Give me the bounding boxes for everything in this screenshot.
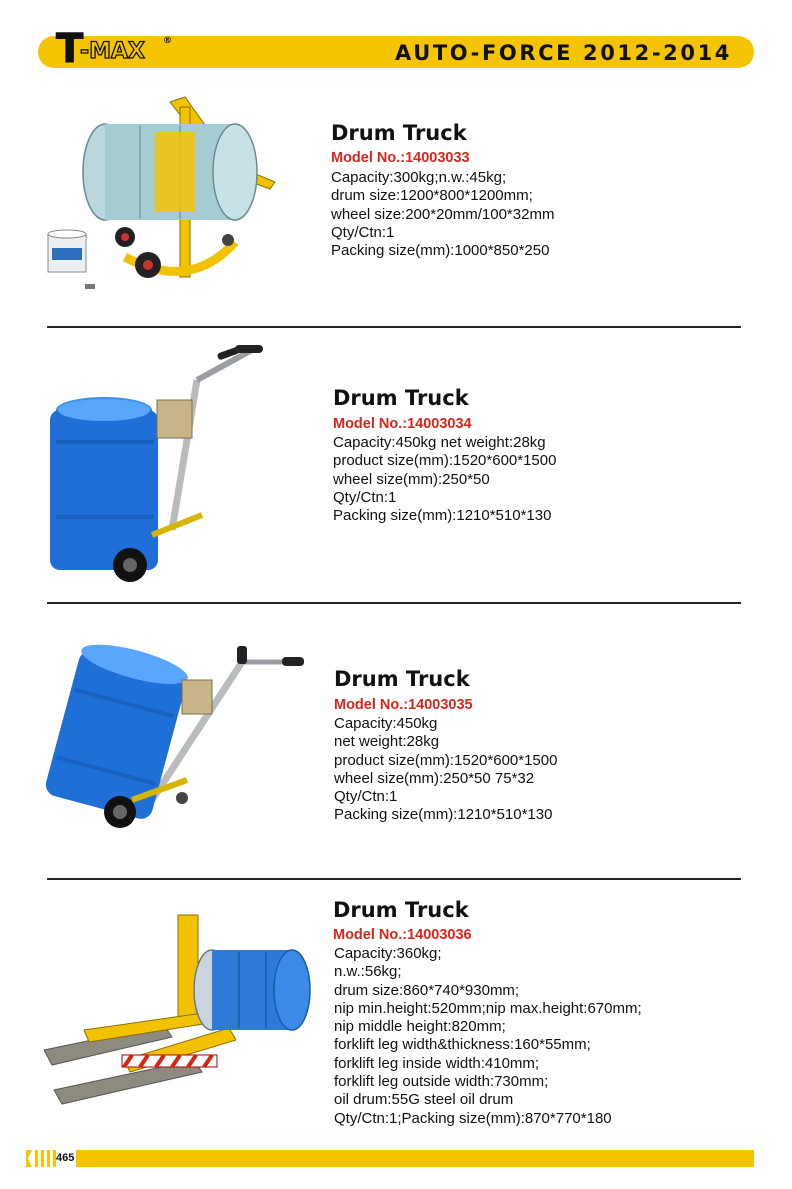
spec-line: Packing size(mm):1210*510*130 (333, 507, 552, 525)
model-number-1: Model No.:14003033 (331, 150, 470, 166)
spec-line: n.w.:56kg; (334, 963, 402, 981)
brand-logo (56, 28, 176, 70)
spec-line: forklift leg inside width:410mm; (334, 1054, 540, 1072)
product-photo-3 (42, 640, 307, 835)
page-number: 465 (56, 1152, 75, 1164)
spec-line: wheel size:200*20mm/100*32mm (331, 205, 555, 223)
model-number-4: Model No.:14003036 (333, 927, 472, 943)
spec-line: wheel size(mm):250*50 75*32 (334, 769, 535, 787)
section-divider (47, 602, 741, 604)
logo-t: T (56, 26, 84, 72)
spec-line: forklift leg outside width:730mm; (334, 1073, 549, 1091)
product-photo-4 (44, 910, 326, 1110)
footer-bar (76, 1150, 754, 1167)
spec-line: net weight:28kg (334, 733, 440, 751)
spec-line: drum size:1200*800*1200mm; (331, 187, 533, 205)
spec-line: Qty/Ctn:1 (334, 788, 398, 806)
spec-line: Qty/Ctn:1 (333, 488, 397, 506)
model-number-2: Model No.:14003034 (333, 416, 472, 432)
spec-line: Capacity:300kg;n.w.:45kg; (331, 169, 507, 186)
product-title-2: Drum Truck (333, 386, 469, 410)
model-number-3: Model No.:14003035 (334, 697, 473, 713)
catalog-title: AUTO-FORCE 2012-2014 (395, 41, 732, 65)
spec-line: product size(mm):1520*600*1500 (333, 452, 557, 470)
section-divider (47, 326, 741, 328)
spec-list-1 (331, 169, 554, 260)
product-photo-2 (42, 340, 272, 590)
page-marker-icon (26, 1150, 56, 1167)
spec-line: Qty/Ctn:1 (331, 223, 395, 241)
spec-list-2 (333, 434, 556, 525)
product-title-1: Drum Truck (331, 121, 467, 145)
product-photo-1 (40, 92, 290, 297)
spec-line: Capacity:450kg net weight:28kg (333, 434, 546, 451)
registered-mark: ® (163, 36, 172, 46)
spec-line: oil drum:55G steel oil drum (334, 1091, 514, 1109)
spec-line: Qty/Ctn:1;Packing size(mm):870*770*180 (334, 1109, 612, 1127)
product-title-4: Drum Truck (333, 898, 469, 922)
section-divider (47, 878, 741, 880)
spec-line: nip min.height:520mm;nip max.height:670mm; (334, 999, 642, 1017)
logo-max: -MAX (80, 39, 146, 64)
spec-line: Packing size(mm):1000*850*250 (331, 242, 550, 260)
spec-line: Packing size(mm):1210*510*130 (334, 806, 553, 824)
spec-line: wheel size(mm):250*50 (333, 470, 490, 488)
spec-line: forklift leg width&thickness:160*55mm; (334, 1036, 591, 1054)
spec-line: Capacity:450kg (334, 715, 438, 732)
spec-line: nip middle height:820mm; (334, 1018, 506, 1036)
spec-list-3 (334, 715, 557, 825)
spec-line: Capacity:360kg; (334, 945, 442, 962)
product-title-3: Drum Truck (334, 667, 470, 691)
spec-line: product size(mm):1520*600*1500 (334, 751, 558, 769)
spec-line: drum size:860*740*930mm; (334, 981, 520, 999)
spec-list-4 (334, 945, 642, 1128)
